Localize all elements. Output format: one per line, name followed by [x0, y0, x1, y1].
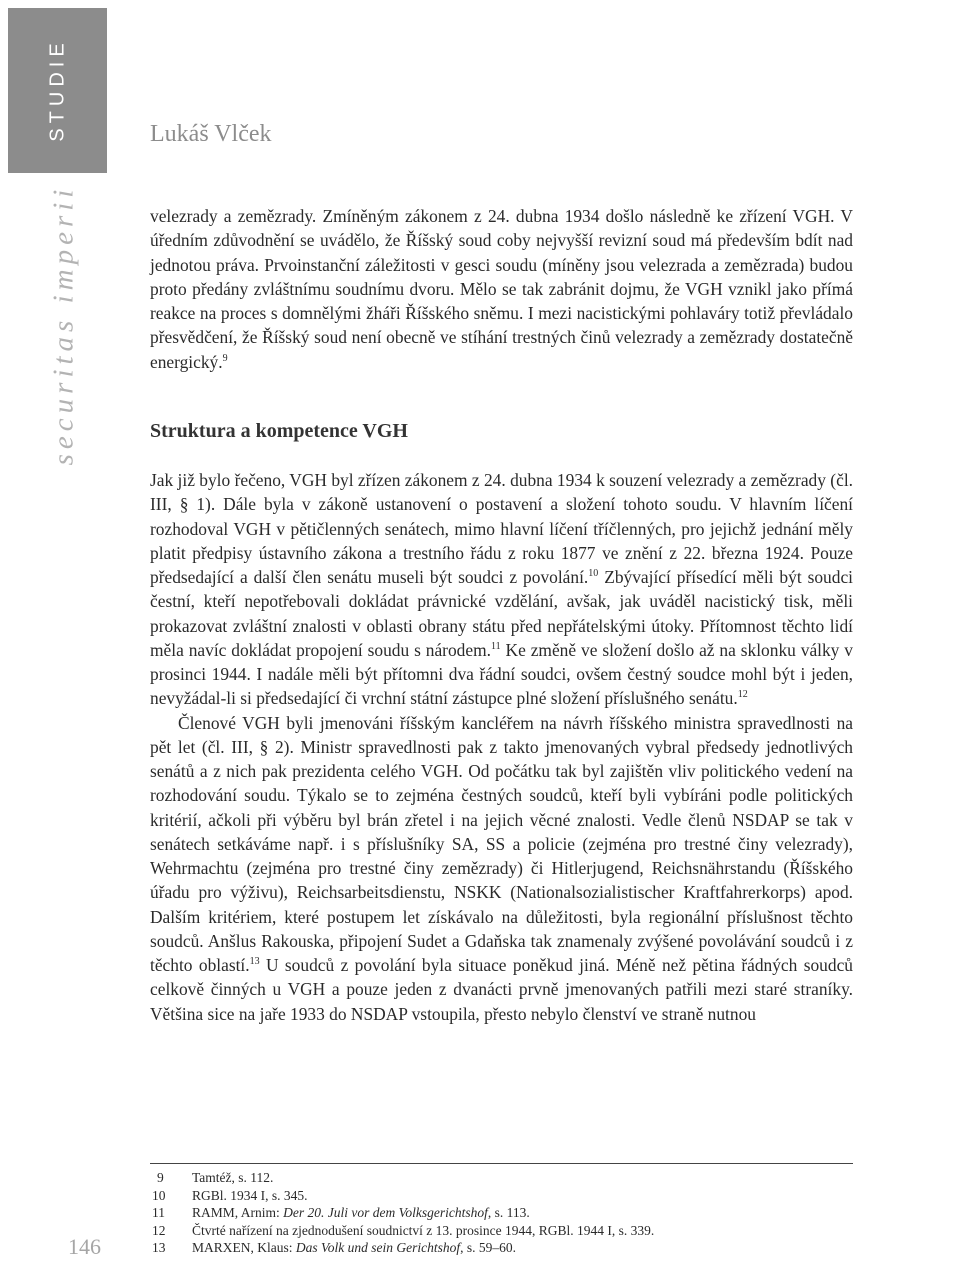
page-number: 146: [68, 1234, 101, 1259]
paragraph-text: Ke změně ve složení došlo až na sklonku války v prosinci 1944. I nadále měli být přítomni dva řádní soudci, ovšem čestný soudce mohl být i jeden, nevyžádal-li si předsedající či vrchní státní zástupce plné složení příslušného senátu.: [150, 639, 853, 709]
paragraph-text: Členové VGH byli jmenováni říšským kancléřem na návrh říšského ministra spravedlnosti na pět let (čl. III, § 2). Ministr spravedlnosti pak z takto jmenovaných vybral předsedy jednotlivých senátů a z nich pak prezidenta celého VGH. Od počátku tak byl zajištěn vliv politického vedení na rozhodování soudu. Týkalo se to zejména čestných soudců, kteří byli vybíráni podle politických kritérií, ačkoli při výběru byl brán zřetel i na jejich věcné znalosti. Vedle členů NSDAP se tak v senátech setkáváme např. i s příslušníky SA, SS a policie (zejména pro trestné činy velezrady), Wehrmachtu (zejména pro trestné činy zemězrady) či Hitlerjugend, Reichsnährstandu (Říšského úřadu pro výživu), Reichsarbeitsdienstu, NSKK (Nationalsozialistischer Kraftfahrerkorps) apod. Dalším kritériem, které postupem let získávalo na důležitosti, byla regionální příslušnost těchto soudců. Anšlus Rakouska, připojení Sudet a Gdaňska tak znamenaly zvýšené povolávání soudců i z těchto oblastí.: [150, 712, 853, 975]
footnote-number: 11: [152, 1205, 165, 1221]
section-heading: Struktura a kompetence VGH: [150, 420, 408, 442]
footnote-ref[interactable]: 10: [588, 568, 599, 579]
paragraph-text: velezrady a zemězrady. Zmíněným zákonem z 24. dubna 1934 došlo následně ke zřízení VGH. V úředním zdůvodnění se uvádělo, že Říšský soud coby nejvyšší revizní soud má především bdít nad jednotou práva. Prvoinstanční záležitosti v gesci soudu (míněny jsou velezrada a zemězrada) budou proto předány zvláštnímu soudnímu dvoru. Mělo se tak zabránit dojmu, že VGH vznikl jako přímá reakce na proces s domnělými žháři Říšského sněmu. I mezi nacistickými pohlaváry totiž převládalo přesvědčení, že Říšský soud není obecně ve stíhání trestných činů velezrady a zemězrady dostatečně energický.: [150, 206, 853, 372]
footnote-number: 12: [152, 1222, 166, 1238]
footnote-author: MARXEN, Klaus:: [192, 1240, 296, 1256]
footnote-text: Čtvrté nařízení na zjednodušení soudnictví z 13. prosince 1944, RGBl. 1944 I, s. 339.: [192, 1222, 655, 1238]
footnote-divider: [150, 1163, 853, 1164]
journal-title: securitas imperii: [47, 184, 80, 466]
footnote: [150, 1169, 853, 1187]
footnote-text: Tamtéž, s. 112.: [192, 1170, 274, 1185]
section-tab: [8, 8, 107, 173]
footnote-ref[interactable]: 12: [737, 689, 748, 701]
paragraph: [150, 204, 853, 374]
section-label: STUDIE: [46, 38, 68, 142]
footnote: [150, 1239, 853, 1257]
footnote-book-title: Das Volk und sein Gerichtshof: [295, 1240, 461, 1256]
footnote-number: 10: [152, 1187, 166, 1203]
footnote-book-title: Der 20. Juli vor dem Volksgerichtshof: [283, 1205, 488, 1221]
footnote-text: [192, 1204, 853, 1222]
body-text-top: [150, 204, 853, 374]
footnote-ref[interactable]: 13: [249, 956, 260, 967]
footnote: [150, 1204, 853, 1222]
body-text-main: [150, 468, 853, 1026]
footnote-ref[interactable]: 11: [490, 640, 501, 652]
paragraph-text: Zbývající přísedící měli být soudci čestní, kteří nepotřebovali dokládat právnické vzdělání, avšak, jak uváděl nacistický tisk, měli prokazovat zvláštní znalosti v oblasti obrany státu před nepřátelskými útoky. Přítomnost těchto lidí měla navíc dokládat propojení soudu s národem.: [150, 567, 853, 660]
footnote-number: 13: [152, 1240, 166, 1256]
footnotes: [150, 1169, 853, 1257]
footnote-text: [192, 1239, 853, 1257]
footnote: [150, 1222, 853, 1240]
footnote: [150, 1187, 853, 1205]
footnote-page: , s. 59–60.: [460, 1240, 517, 1256]
footnote-text: RGBl. 1934 I, s. 345.: [192, 1187, 308, 1203]
footnote-author: RAMM, Arnim:: [192, 1205, 284, 1221]
paragraph-text: U soudců z povolání byla situace poněkud jiná. Méně než pětina řádných soudců celkově činných u VGH a pouze jeden z dvanácti prvně jmenovaných patřili mezi staré straníky. Většina sice na jaře 1933 do NSDAP vstoupila, přesto nebylo členství ve straně nutnou: [150, 955, 853, 1024]
paragraph: [150, 468, 853, 711]
footnote-number: 9: [157, 1170, 164, 1185]
footnote-page: , s. 113.: [487, 1205, 530, 1221]
paragraph-text: Jak již bylo řečeno, VGH byl zřízen zákonem z 24. dubna 1934 k souzení velezrady a zemězrady (čl. III, § 1). Dále byla v zákoně ustanovení o postavení a složení tohoto soudu. V hlavním líčení rozhodoval VGH v pětičlenných senátech, mimo hlavní líčení tříčlenných, pro jejichž jednání měly platit předpisy ústavního zákona a trestního řádu z roku 1877 ve znění z 22. března 1924. Pouze předsedající a další člen senátu museli být soudci z povolání.: [150, 470, 853, 587]
footnote-ref[interactable]: 9: [222, 352, 228, 364]
author-name: Lukáš Vlček: [150, 121, 272, 147]
paragraph: [150, 711, 853, 1026]
